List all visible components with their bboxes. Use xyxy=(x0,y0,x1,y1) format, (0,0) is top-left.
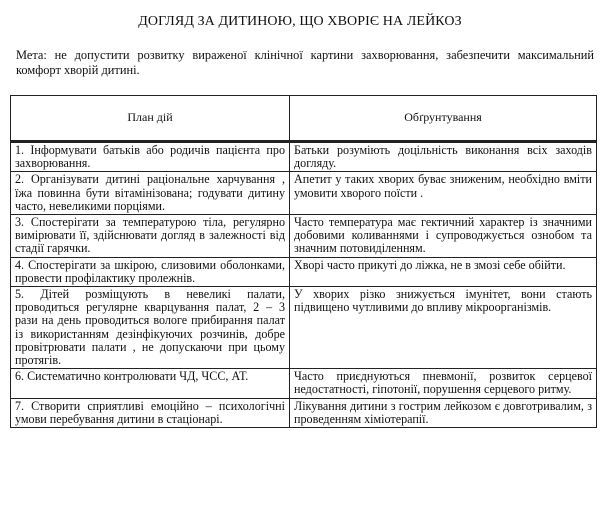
table-header-row xyxy=(11,96,597,141)
table-row xyxy=(11,398,597,427)
table-row xyxy=(11,172,597,215)
table-row xyxy=(11,215,597,258)
rationale-cell: У хворих різко знижується імунітет, вони стають підвищено чутливими до впливу мікроорганізмів. xyxy=(290,287,597,369)
action-cell: 7. Створити сприятливі емоційно – психологічні умови перебування дитини в стаціонарі. xyxy=(11,398,290,427)
table-row xyxy=(11,287,597,369)
page-title: ДОГЛЯД ЗА ДИТИНОЮ, ЩО ХВОРІЄ НА ЛЕЙКОЗ xyxy=(138,14,462,29)
rationale-cell: Часто температура має гектичний характер із значними добовими коливаннями і супроводжується ознобом та значним потовиділенням. xyxy=(290,215,597,258)
action-cell: 5. Дітей розміщують в невеликі палати, проводиться регулярне кварцування палат, 2 – 3 рази на день проводиться вологе прибирання палат із використанням дезінфікуючих розчинів, добре провітрювати палати , не допускаючи при цьому протягів. xyxy=(11,287,290,369)
rationale-cell: Батьки розуміють доцільність виконання всіх заходів догляду. xyxy=(290,142,597,172)
action-cell: 4. Спостерігати за шкірою, слизовими оболонками, провести профілактику пролежнів. xyxy=(11,257,290,286)
table-row xyxy=(11,369,597,398)
header-rationale: Обґрунтування xyxy=(290,96,597,141)
header-action-plan: План дій xyxy=(11,96,290,141)
action-cell: 1. Інформувати батьків або родичів пацієнта про захворювання. xyxy=(11,142,290,172)
goal-paragraph: Мета: не допустити розвитку вираженої клінічної картини захворювання, забезпечити максимальний комфорт хворій дитині. xyxy=(16,48,594,77)
rationale-cell: Хворі часто прикуті до ліжка, не в змозі себе обійти. xyxy=(290,257,597,286)
action-cell: 3. Спостерігати за температурою тіла, регулярно вимірювати її, здійснювати догляд в залежності від стадії гарячки. xyxy=(11,215,290,258)
rationale-cell: Лікування дитини з гострим лейкозом є довготривалим, з проведенням хіміотерапії. xyxy=(290,398,597,427)
table-row xyxy=(11,142,597,172)
rationale-cell: Апетит у таких хворих буває зниженим, необхідно вміти умовити хворого поїсти . xyxy=(290,172,597,215)
rationale-cell: Часто приєднуються пневмонії, розвиток серцевої недостатності, гіпотонії, порушення серцевого ритму. xyxy=(290,369,597,398)
action-cell: 6. Систематично контролювати ЧД, ЧСС, АТ. xyxy=(11,369,290,398)
action-cell: 2. Організувати дитині раціональне харчування , їжа повинна бути вітамінізована; годувати дитину часто, невеликими порціями. xyxy=(11,172,290,215)
table-row xyxy=(11,257,597,286)
care-plan-table xyxy=(10,95,597,428)
